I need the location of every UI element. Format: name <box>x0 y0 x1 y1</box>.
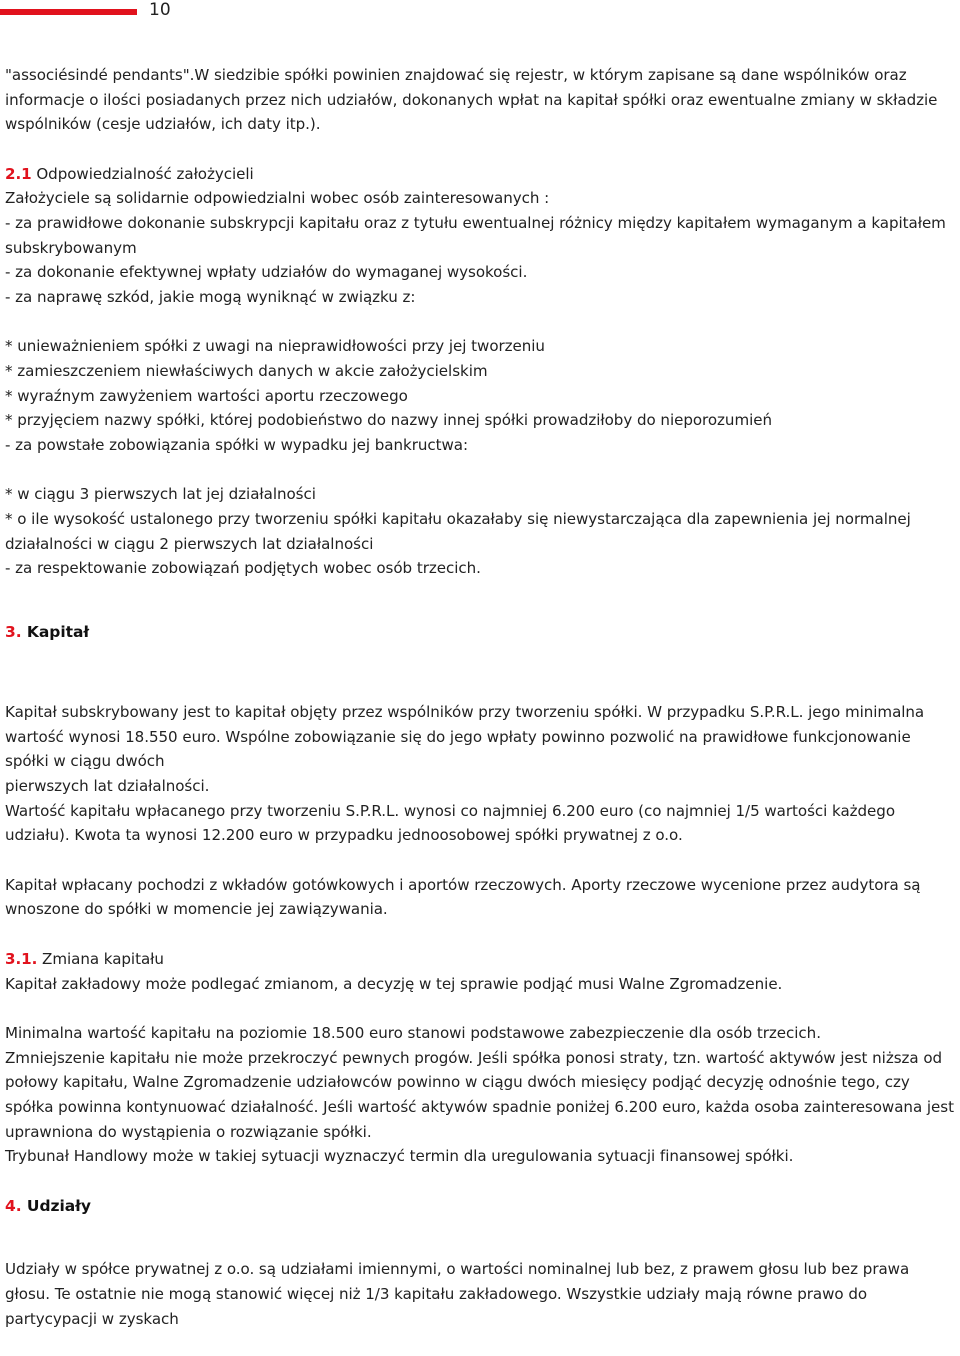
section-title: Udziały <box>21 1196 91 1215</box>
section-4-heading <box>5 1194 957 1219</box>
intro-paragraph: "associésindé pendants".W siedzibie spółki powinien znajdować się rejestr, w którym zapisane są dane wspólników oraz informacje o ilości posiadanych przez nich udziałów, dokonanych wpłat na kapitał spółki oraz ewentualne zmiany w składzie wspólników (cesje udziałów, ich daty itp.). <box>5 66 938 134</box>
list-item: - za respektowanie zobowiązań podjętych wobec osób trzecich. <box>5 559 481 578</box>
paragraph: Kapitał wpłacany pochodzi z wkładów gotówkowych i aportów rzeczowych. Aporty rzeczowe wycenione przez audytora są wnoszone do spółki w momencie jej zawiązywania. <box>5 875 921 919</box>
section-title: Zmiana kapitału <box>37 950 164 969</box>
paragraph-line: - za prawidłowe dokonanie subskrypcji kapitału oraz z tytułu ewentualnej różnicy między kapitałem wymaganym a kapitałem subskrybowanym <box>5 213 946 257</box>
paragraph: Udziały w spółce prywatnej z o.o. są udziałami imiennymi, o wartości nominalnej lub bez, z prawem głosu lub bez prawa głosu. Te ostatnie nie mogą stanowić więcej niż 1/3 kapitału zakładowego. Wszystkie udziały mają równe prawo do partycypacji w zyskach <box>5 1260 910 1328</box>
list-item: * przyjęciem nazwy spółki, której podobieństwo do nazwy innej spółki prowadziłoby do nieporozumień <box>5 411 772 430</box>
section-number: 3.1. <box>5 950 38 969</box>
section-3-1-heading <box>5 947 957 972</box>
paragraph-line: - za dokonanie efektywnej wpłaty udziałów do wymaganej wysokości. <box>5 263 528 282</box>
section-3-heading <box>5 620 957 645</box>
paragraph: Minimalna wartość kapitału na poziomie 18.500 euro stanowi podstawowe zabezpieczenie dla osób trzecich. <box>5 1024 821 1043</box>
paragraph: pierwszych lat działalności. <box>5 777 210 796</box>
section-number: 3. <box>5 622 22 641</box>
list-item: * wyraźnym zawyżeniem wartości aportu rzeczowego <box>5 386 408 405</box>
section-title: Kapitał <box>21 622 90 641</box>
section-title: Odpowiedzialność założycieli <box>31 164 254 183</box>
paragraph: Kapitał subskrybowany jest to kapitał objęty przez wspólników przy tworzeniu spółki. W przypadku S.P.R.L. jego minimalna wartość wynosi 18.550 euro. Wspólne zobowiązanie się do jego wpłaty powinno pozwolić na prawidłowe funkcjonowanie spółki w ciągu dwóch <box>5 703 925 771</box>
list-item: * w ciągu 3 pierwszych lat jej działalności <box>5 485 316 504</box>
section-number: 4. <box>5 1196 22 1215</box>
paragraph: Trybunał Handlowy może w takiej sytuacji wyznaczyć termin dla uregulowania sytuacji finansowej spółki. <box>5 1147 794 1166</box>
document-body <box>5 63 957 1331</box>
page-header <box>0 0 960 24</box>
list-item: - za powstałe zobowiązania spółki w wypadku jej bankructwa: <box>5 435 469 454</box>
section-number: 2.1 <box>5 164 32 183</box>
page-number: 10 <box>149 0 171 20</box>
paragraph: Wartość kapitału wpłacanego przy tworzeniu S.P.R.L. wynosi co najmniej 6.200 euro (co najmniej 1/5 wartości każdego udziału). Kwota ta wynosi 12.200 euro w przypadku jednoosobowej spółki prywatnej z o.o. <box>5 801 896 845</box>
paragraph: Kapitał zakładowy może podlegać zmianom, a decyzję w tej sprawie podjąć musi Walne Zgromadzenie. <box>5 974 783 993</box>
list-item: * unieważnieniem spółki z uwagi na nieprawidłowości przy jej tworzeniu <box>5 337 545 356</box>
list-item: * o ile wysokość ustalonego przy tworzeniu spółki kapitału okazałaby się niewystarczająca dla zapewnienia jej normalnej działalności w ciągu 2 pierwszych lat działalności <box>5 509 911 553</box>
list-item: * zamieszczeniem niewłaściwych danych w akcie założycielskim <box>5 361 488 380</box>
paragraph: Zmniejszenie kapitału nie może przekroczyć pewnych progów. Jeśli spółka ponosi straty, tzn. wartość aktywów jest niższa od połowy kapitału, Walne Zgromadzenie udziałowców powinno w ciągu dwóch miesięcy podjąć decyzję odnośnie tego, czy spółka powinna kontynuować działalność. Jeśli wartość aktywów spadnie poniżej 6.200 euro, każda osoba zainteresowana jest uprawniona do wystąpienia o rozwiązanie spółki. <box>5 1048 954 1141</box>
section-2-1-heading <box>5 162 957 187</box>
paragraph-line: Założyciele są solidarnie odpowiedzialni wobec osób zainteresowanych : <box>5 189 550 208</box>
header-accent-bar <box>0 9 137 15</box>
paragraph-line: - za naprawę szkód, jakie mogą wyniknąć w związku z: <box>5 287 416 306</box>
